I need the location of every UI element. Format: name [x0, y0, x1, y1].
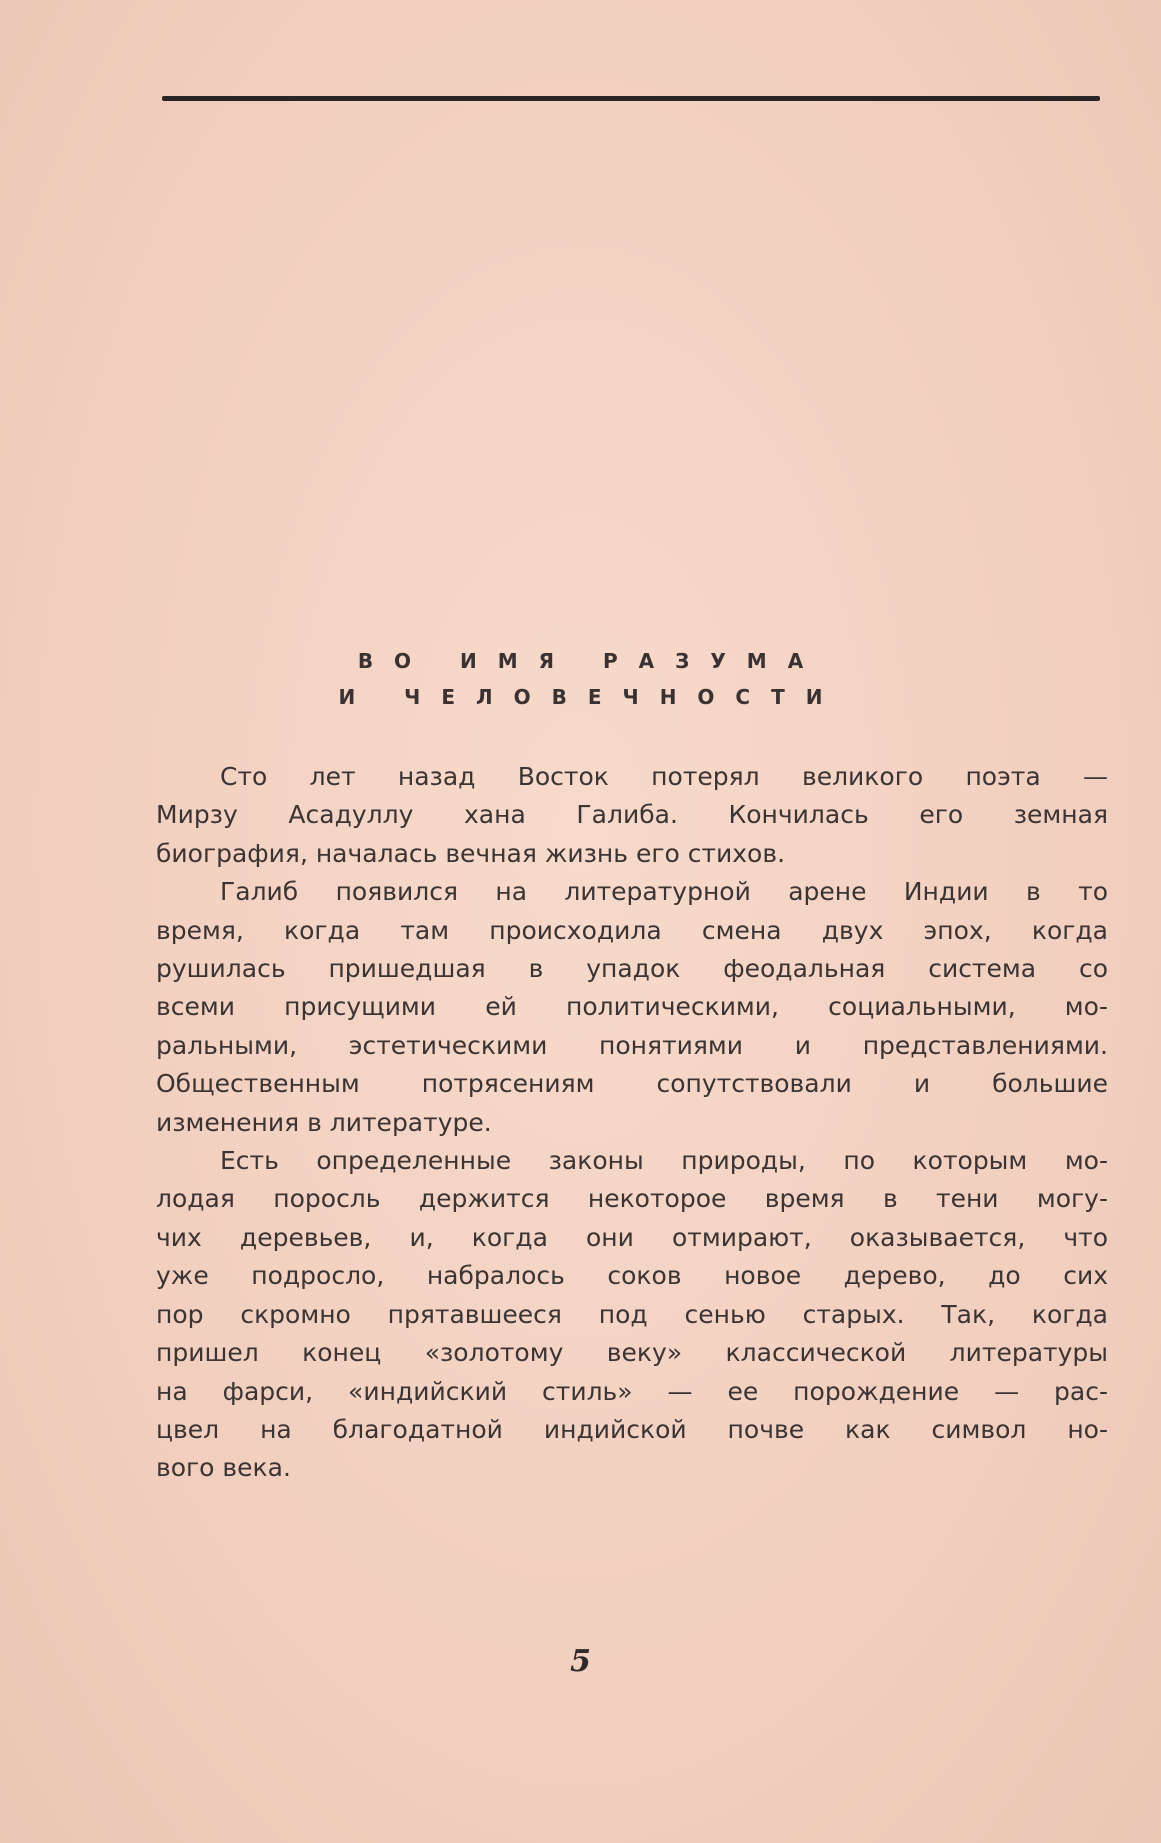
text-line: цвел на благодатной индийской почве как символ но- — [156, 1414, 1108, 1444]
paragraph-3 — [156, 1142, 1108, 1488]
text-line: Общественным потрясениям сопутствовали и большие — [156, 1069, 1108, 1099]
text-line: Галиб появился на литературной арене Индии в то — [220, 877, 1108, 907]
text-line: Мирзу Асадуллу хана Галиба. Кончилась его земная — [156, 800, 1108, 830]
text-line: ральными, эстетическими понятиями и представлениями. — [156, 1030, 1108, 1060]
page-number: 5 — [570, 1644, 591, 1679]
paragraph-1 — [156, 758, 1108, 873]
top-rule — [162, 96, 1100, 101]
text-line: Есть определенные законы природы, по которым мо- — [220, 1146, 1108, 1176]
body-text — [156, 758, 1108, 1488]
text-line: пришел конец «золотому веку» классической литературы — [156, 1338, 1108, 1368]
text-line: рушилась пришедшая в упадок феодальная система со — [156, 954, 1108, 984]
text-line: лодая поросль держится некоторое время в тени могу- — [156, 1184, 1108, 1214]
chapter-heading-line-1: ВО ИМЯ РАЗУМА — [357, 649, 825, 673]
text-line: изменения в литературе. — [156, 1107, 492, 1137]
text-line: Сто лет назад Восток потерял великого поэта — — [220, 762, 1108, 791]
text-line: уже подросло, набралось соков новое дерево, до сих — [156, 1261, 1108, 1291]
text-line: чих деревьев, и, когда они отмирают, оказывается, что — [156, 1222, 1108, 1252]
text-line: вого века. — [156, 1453, 291, 1483]
text-line: на фарси, «индийский стиль» — ее порождение — рас- — [156, 1376, 1108, 1406]
text-line: всеми присущими ей политическими, социальными, мо- — [156, 992, 1108, 1022]
text-line: время, когда там происходила смена двух эпох, когда — [156, 915, 1108, 945]
chapter-heading-line-2: И ЧЕЛОВЕЧНОСТИ — [338, 685, 844, 709]
chapter-heading — [0, 643, 1161, 715]
text-line: пор скромно прятавшееся под сенью старых. Так, когда — [156, 1299, 1108, 1329]
paragraph-2 — [156, 873, 1108, 1142]
text-line: биография, началась вечная жизнь его стихов. — [156, 838, 786, 868]
